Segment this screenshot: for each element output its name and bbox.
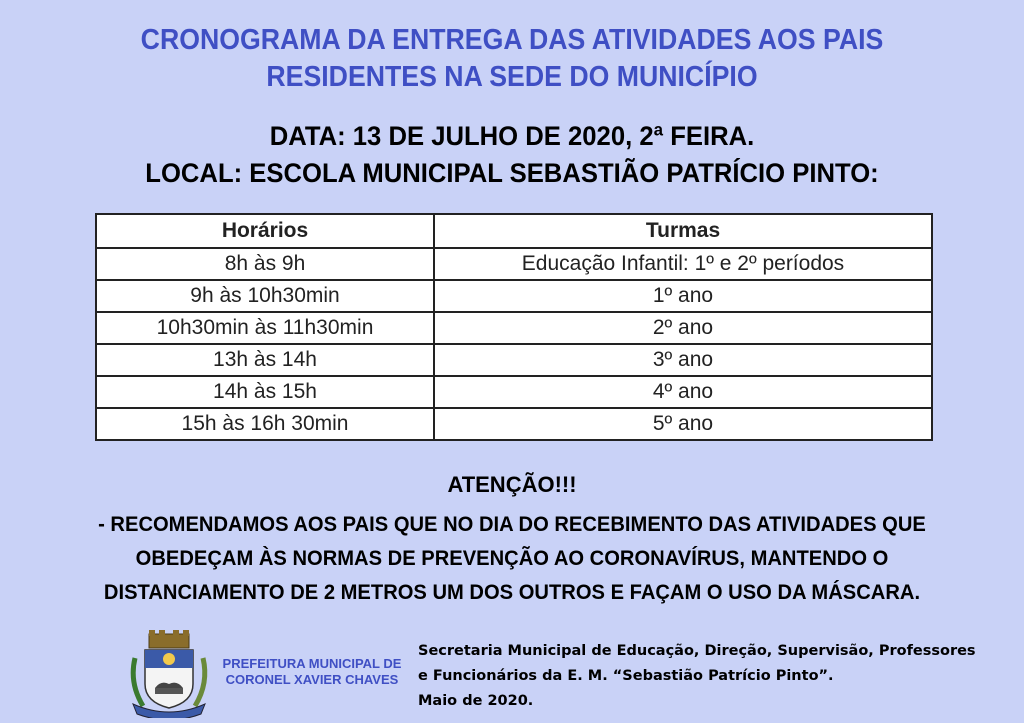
title-line-1: CRONOGRAMA DA ENTREGA DAS ATIVIDADES AOS PAIS	[140, 24, 884, 56]
table-row	[96, 376, 932, 408]
cell-horario: 9h às 10h30min	[96, 280, 434, 312]
municipal-coat-of-arms-icon	[125, 628, 213, 718]
signature-block	[418, 639, 978, 714]
title-line-2: RESIDENTES NA SEDE DO MUNICÍPIO	[266, 61, 758, 93]
header-horarios: Horários	[96, 214, 434, 248]
event-location: LOCAL: ESCOLA MUNICIPAL SEBASTIÃO PATRÍCIO PINTO:	[145, 158, 879, 188]
prefeitura-line-2: CORONEL XAVIER CHAVES	[225, 672, 399, 687]
cell-turma: Educação Infantil: 1º e 2º períodos	[434, 248, 932, 280]
table-row	[96, 312, 932, 344]
schedule-table	[95, 213, 933, 441]
attention-line-2: OBEDEÇAM ÀS NORMAS DE PREVENÇÃO AO CORONAVÍRUS, MANTENDO O	[135, 547, 889, 570]
cell-turma: 3º ano	[434, 344, 932, 376]
attention-title: ATENÇÃO!!!	[447, 472, 577, 497]
cell-horario: 14h às 15h	[96, 376, 434, 408]
cell-turma: 2º ano	[434, 312, 932, 344]
prefeitura-line-1: PREFEITURA MUNICIPAL DE	[222, 656, 402, 671]
table-row	[96, 344, 932, 376]
cell-horario: 13h às 14h	[96, 344, 434, 376]
table-row	[96, 248, 932, 280]
cell-horario: 8h às 9h	[96, 248, 434, 280]
table-row	[96, 408, 932, 440]
cell-horario: 15h às 16h 30min	[96, 408, 434, 440]
cell-turma: 5º ano	[434, 408, 932, 440]
signature-line-2: e Funcionários da E. M. “Sebastião Patrício Pinto”.	[418, 668, 834, 684]
signature-line-1: Secretaria Municipal de Educação, Direção, Supervisão, Professores	[418, 643, 976, 659]
signature-date: Maio de 2020.	[418, 693, 534, 709]
attention-line-3: DISTANCIAMENTO DE 2 METROS UM DOS OUTROS E FAÇAM O USO DA MÁSCARA.	[103, 581, 921, 604]
header-turmas: Turmas	[434, 214, 932, 248]
attention-line-1: - RECOMENDAMOS AOS PAIS QUE NO DIA DO RECEBIMENTO DAS ATIVIDADES QUE	[98, 513, 926, 536]
attention-text	[49, 508, 974, 610]
event-date: DATA: 13 DE JULHO DE 2020, 2ª FEIRA.	[269, 121, 755, 151]
cell-turma: 4º ano	[434, 376, 932, 408]
table-row	[96, 280, 932, 312]
page-title	[41, 22, 983, 96]
table-header-row	[96, 214, 932, 248]
event-info	[26, 118, 999, 192]
prefeitura-name	[218, 656, 406, 688]
cell-horario: 10h30min às 11h30min	[96, 312, 434, 344]
cell-turma: 1º ano	[434, 280, 932, 312]
